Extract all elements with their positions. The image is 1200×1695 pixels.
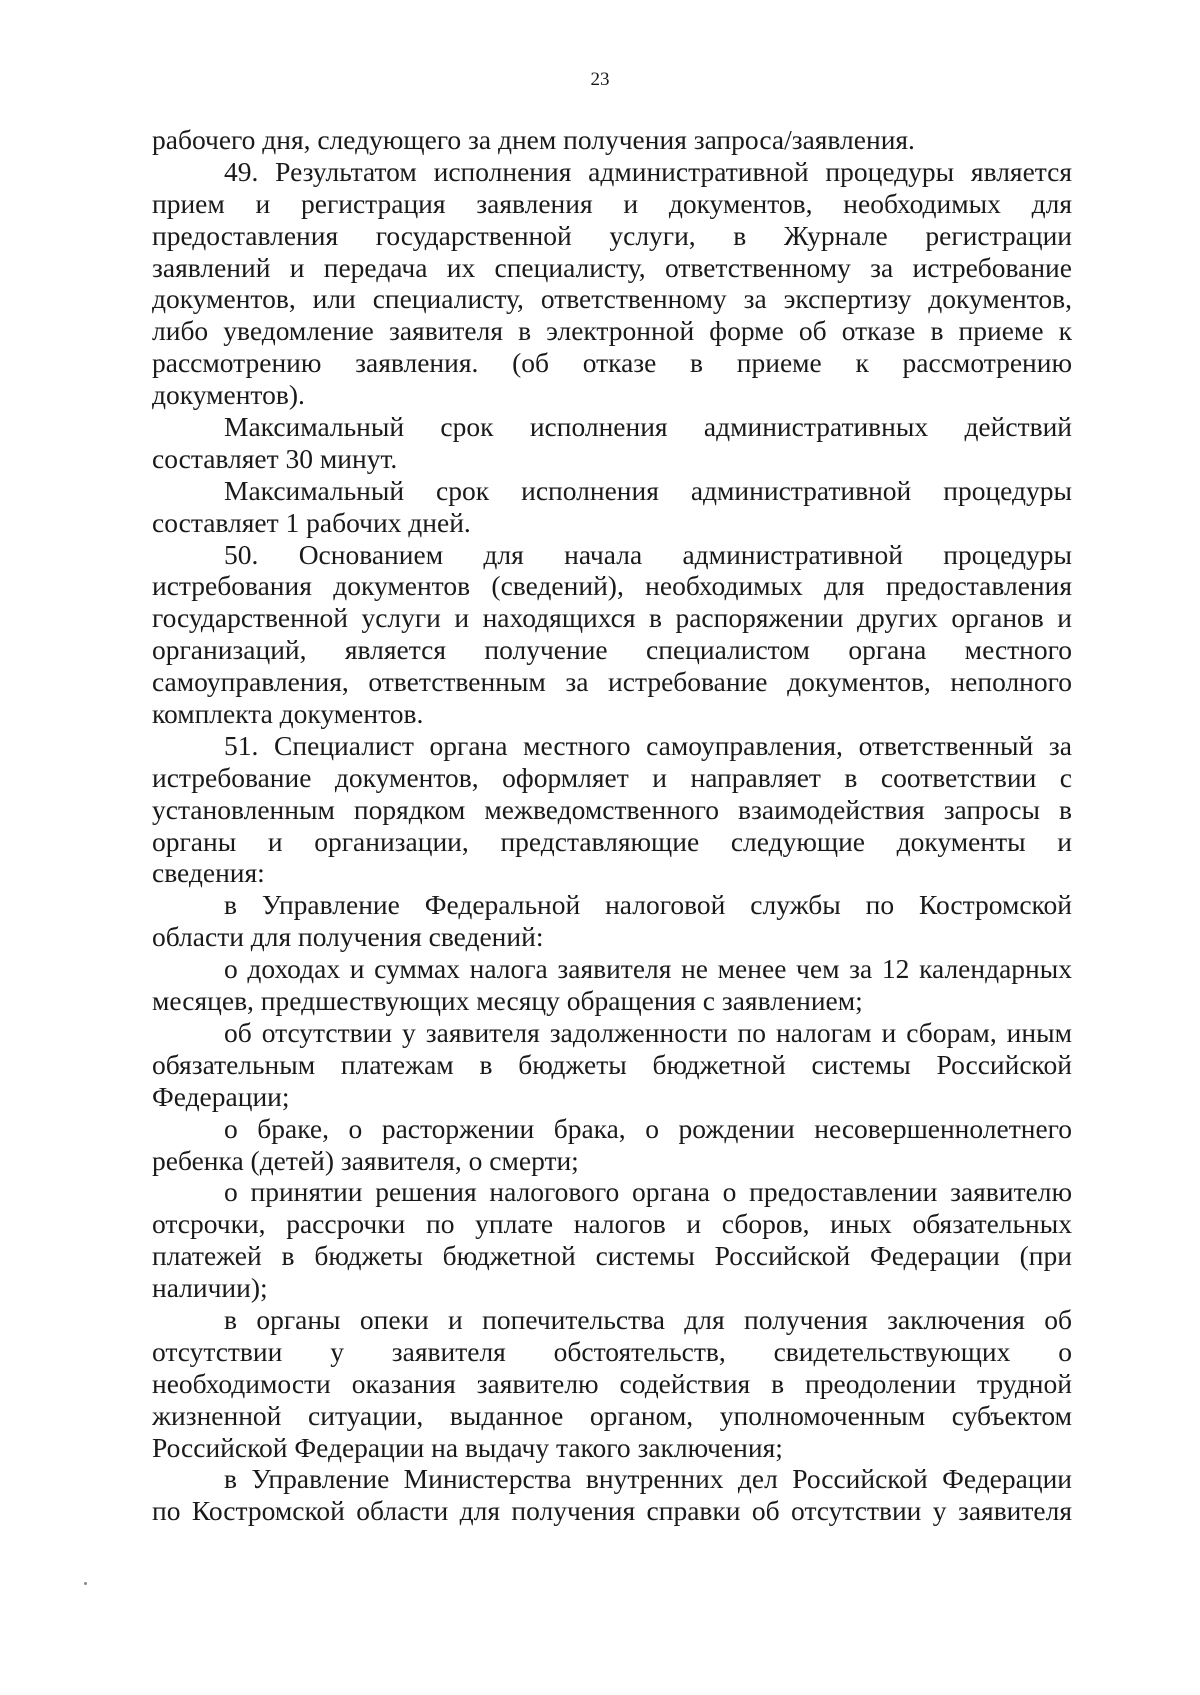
text-line: отсрочки, рассрочки по уплате налогов и сборов, иных обязательных xyxy=(152,1208,1072,1240)
text-line: Максимальный срок исполнения административной процедуры xyxy=(224,474,1072,506)
text-line: либо уведомление заявителя в электронной форме об отказе в приеме к xyxy=(152,315,1072,347)
text-line: составляет 30 минут. xyxy=(152,442,398,474)
text-line: жизненной ситуации, выданное органом, уполномоченным субъектом xyxy=(152,1399,1072,1431)
text-line: в Управление Министерства внутренних дел Российской Федерации xyxy=(224,1463,1072,1495)
text-line: самоуправления, ответственным за истребование документов, неполного xyxy=(152,666,1072,698)
text-line: предоставления государственной услуги, в Журнале регистрации xyxy=(152,219,1072,251)
text-line: обязательным платежам в бюджеты бюджетной системы Российской xyxy=(152,1048,1072,1080)
text-line: платежей в бюджеты бюджетной системы Российской Федерации (при xyxy=(152,1240,1072,1272)
text-line: о доходах и суммах налога заявителя не менее чем за 12 календарных xyxy=(224,953,1072,985)
text-line: рабочего дня, следующего за днем получения запроса/заявления. xyxy=(152,124,915,155)
body-text xyxy=(152,124,1072,1527)
text-line: истребование документов, оформляет и направляет в соответствии с xyxy=(152,761,1072,793)
text-line: области для получения сведений: xyxy=(152,921,544,953)
text-line: ребенка (детей) заявителя, о смерти; xyxy=(152,1144,579,1176)
text-line: государственной услуги и находящихся в распоряжении других органов и xyxy=(152,602,1072,634)
text-line: необходимости оказания заявителю содействия в преодолении трудной xyxy=(152,1367,1072,1399)
text-line: в органы опеки и попечительства для получения заключения об xyxy=(224,1303,1072,1335)
text-line: документов, или специалисту, ответственному за экспертизу документов, xyxy=(152,283,1072,315)
text-line: 51. Специалист органа местного самоуправления, ответственный за xyxy=(224,729,1072,761)
text-line: об отсутствии у заявителя задолженности по налогам и сборам, иным xyxy=(224,1016,1072,1048)
text-line: 50. Основанием для начала административной процедуры xyxy=(224,538,1072,570)
text-line: комплекта документов. xyxy=(152,698,424,730)
text-line: 49. Результатом исполнения административной процедуры является xyxy=(224,155,1072,187)
text-line: документов). xyxy=(152,379,305,411)
text-line: истребования документов (сведений), необходимых для предоставления xyxy=(152,570,1072,602)
text-line: органы и организации, представляющие следующие документы и xyxy=(152,825,1072,857)
text-line: заявлений и передача их специалисту, ответственному за истребование xyxy=(152,251,1072,283)
scan-speck xyxy=(84,1582,87,1585)
text-line: отсутствии у заявителя обстоятельств, свидетельствующих о xyxy=(152,1335,1072,1367)
page-number: 23 xyxy=(590,69,610,90)
text-line: Российской Федерации на выдачу такого заключения; xyxy=(152,1431,783,1463)
text-line: Федерации; xyxy=(152,1080,290,1112)
text-line: организаций, является получение специалистом органа местного xyxy=(152,634,1072,666)
text-line: наличии); xyxy=(152,1272,268,1304)
text-line: рассмотрению заявления. (об отказе в приеме к рассмотрению xyxy=(152,347,1072,379)
text-line: прием и регистрация заявления и документов, необходимых для xyxy=(152,187,1072,219)
text-line: о принятии решения налогового органа о предоставлении заявителю xyxy=(224,1176,1072,1208)
text-line: в Управление Федеральной налоговой службы по Костромской xyxy=(224,889,1072,921)
text-line: месяцев, предшествующих месяцу обращения с заявлением; xyxy=(152,985,863,1017)
text-line: установленным порядком межведомственного взаимодействия запросы в xyxy=(152,793,1072,825)
text-line: о браке, о расторжении брака, о рождении несовершеннолетнего xyxy=(224,1112,1072,1144)
text-line: Максимальный срок исполнения административных действий xyxy=(224,411,1072,443)
text-line: по Костромской области для получения справки об отсутствии у заявителя xyxy=(152,1495,1072,1527)
text-line: сведения: xyxy=(152,857,265,889)
text-line: составляет 1 рабочих дней. xyxy=(152,506,471,538)
